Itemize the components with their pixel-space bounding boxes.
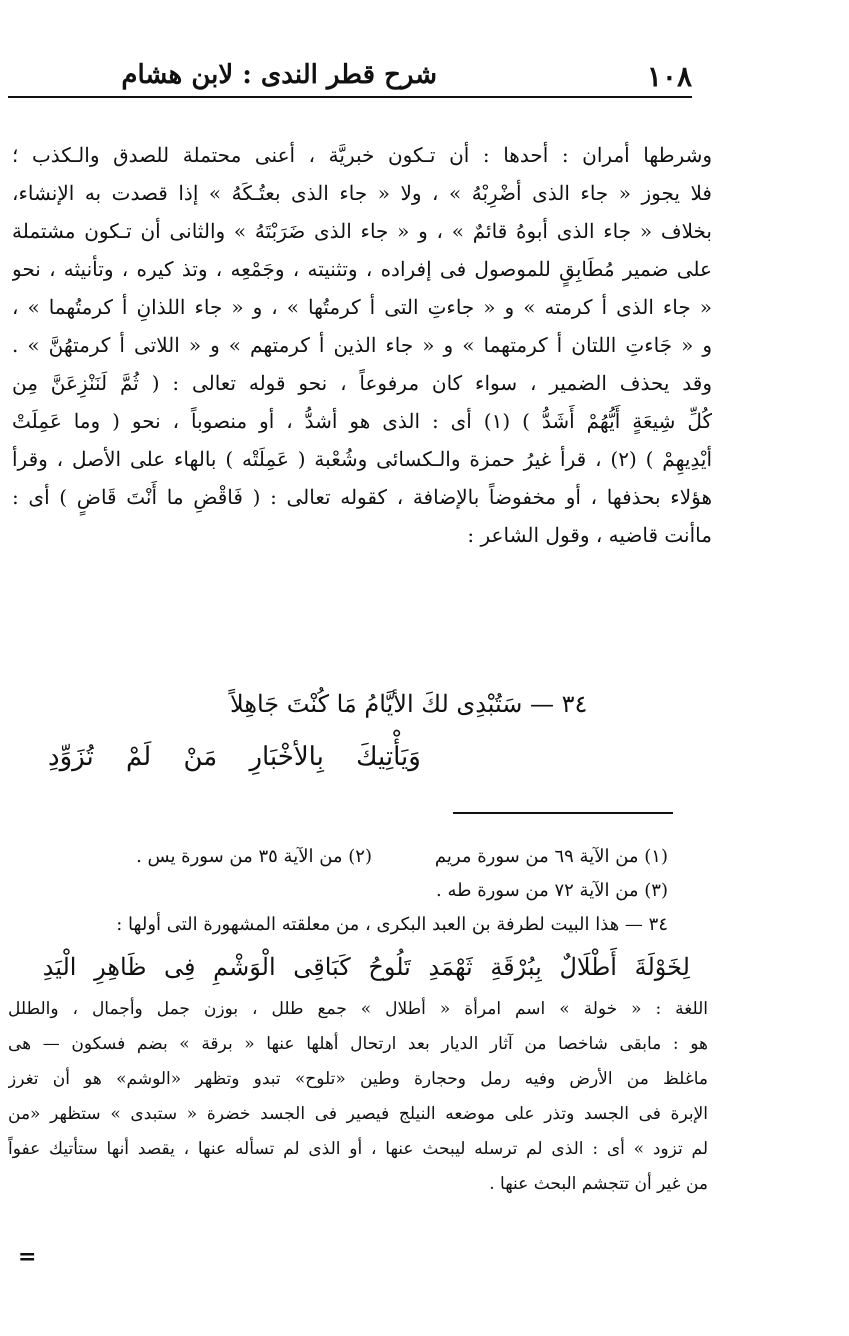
footnote-row — [8, 840, 708, 874]
verse-note: ٣٤ — هذا البيت لطرفة بن العبد البكرى ، من معلقته المشهورة التى أولها : — [116, 914, 668, 935]
gloss-line: الإبرة فى الجسد وتذر على موضعه النيلج فيصير فى الجسد خضرة « ستبدى » ستظهر «من — [8, 1104, 708, 1124]
verse-first-hemistich: ٣٤ — سَتُبْدِى لكَ الأيَّامُ مَا كُنْتَ جَاهِلاً — [230, 690, 588, 718]
gloss-line: من غير أن تتجشم البحث عنها . — [489, 1174, 708, 1194]
gloss — [8, 992, 708, 1202]
page-header — [8, 56, 692, 100]
footnote-1: (١) من الآية ٦٩ من سورة مريم — [434, 846, 668, 867]
footnote-rule — [453, 812, 673, 814]
gloss-line: لم تزود » أى : الذى لم ترسله ليبحث عنها ، أو الذى لم تسأله عنها ، يقصد أنها ستأتيك عفواً — [8, 1139, 708, 1159]
gloss-line: هو : مابقى شاخصا من آثار الديار بعد ارتحال أهلها عنها « برقة » بضم فسكون — هى — [8, 1034, 708, 1054]
running-title: شرح قطر الندى : لابن هشام — [121, 60, 437, 90]
text-line: وقد يحذف الضمير ، سواء كان مرفوعاً ، نحو قوله تعالى : ( ثُمَّ لَنَنْزِعَنَّ مِن — [12, 371, 712, 395]
text-line: بخلاف « جاء الذى أبوهُ قائمٌ » ، و « جاء الذى ضَرَبْتَهُ » والثانى أن تـكون مشتملة — [12, 219, 712, 243]
text-line: أيْدِيهِمْ ) (٢) ، قرأ غيرُ حمزة والـكسائى وشُعْبة ( عَمِلَتْه ) بالهاء على الأصل ، وقرأ — [12, 447, 712, 471]
text-line: هؤلاء بحذفها ، أو مخفوضاً بالإضافة ، كقوله تعالى : ( فَاقْضِ ما أَنْتَ قَاضٍ ) أى : — [12, 485, 712, 509]
verse-second-hemistich: وَيَأْتِيكَ بِالأخْبَارِ مَنْ لَمْ تُزَوِّدِ — [48, 742, 421, 772]
footnote-3: (٣) من الآية ٧٢ من سورة طه . — [436, 880, 668, 901]
text-line: و « جَاءتِ اللتان أ كرمتهما » و « جاء الذين أ كرمتهم » و « اللاتى أ كرمتهُنَّ » . — [12, 333, 712, 357]
footnote-2: (٢) من الآية ٣٥ من سورة يس . — [136, 846, 372, 867]
text-line: « جاء الذى أ كرمته » و « جاءتِ التى أ كرمتُها » ، و « جاء اللذانِ أ كرمتُهما » ، — [12, 295, 712, 319]
gloss-line: اللغة : « خولة » اسم امرأة « أطلال » جمع طلل ، بوزن جمل وأجمال ، والطلل — [8, 999, 708, 1019]
text-line: كُلِّ شِيعَةٍ أَيُّهُمْ أَشَدُّ ) (١) أى : الذى هو أشدُّ ، أو منصوباً ، نحو ( وما عَمِلَتْ — [12, 409, 712, 433]
end-mark: = — [18, 1244, 37, 1270]
text-line: على ضمير مُطَابِقٍ للموصول فى إفراده ، وتثنيته ، وجَمْعِه ، وتذ كيره ، وتأنيثه ، نحو — [12, 257, 712, 281]
text-line: وشرطها أمران : أحدها : أن تـكون خبريَّة ، أعنى محتملة للصدق والـكذب ؛ — [12, 143, 712, 167]
footnotes — [8, 840, 708, 1202]
text-line: ماأنت قاضيه ، وقول الشاعر : — [467, 523, 712, 547]
text-line: فلا يجوز « جاء الذى أضْرِبْهُ » ، ولا « جاء الذى بعتُـكَهُ » إذا قصدت به الإنشاء، — [12, 181, 712, 205]
page-number: ١٠٨ — [646, 60, 692, 93]
note-verse: لِخَوْلَةَ أَطْلَالٌ بِبُرْقَةِ ثَهْمَدِ تَلُوحُ كَبَاقِى الْوَشْمِ فِى ظَاهِرِ الْيَدِ — [42, 953, 690, 981]
header-rule — [8, 96, 692, 98]
gloss-line: ماغلظ من الأرض وفيه رمل وحجارة وطين «تلوح» تبدو وتظهر «الوشم» هو أن تغرز — [8, 1069, 708, 1089]
main-text — [12, 136, 712, 554]
